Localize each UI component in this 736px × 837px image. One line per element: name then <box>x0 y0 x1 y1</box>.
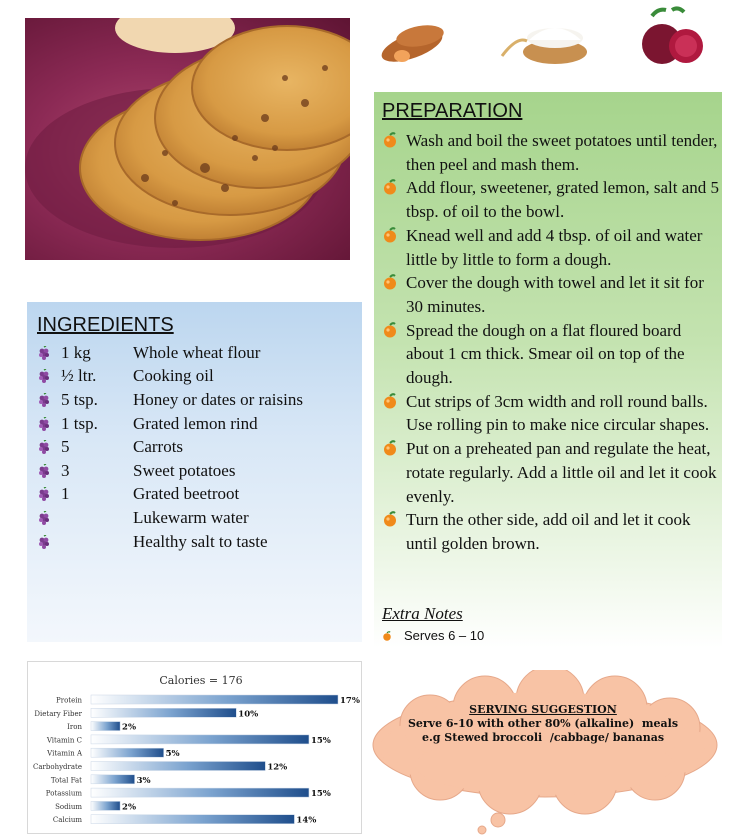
chart-value-label: 10% <box>238 709 259 720</box>
preparation-steps <box>382 129 722 556</box>
preparation-step <box>382 437 722 508</box>
chart-value-label: 15% <box>310 789 331 800</box>
preparation-title: PREPARATION <box>382 100 523 122</box>
chart-bar <box>91 735 309 744</box>
chart-bar <box>91 762 265 771</box>
step-text: Knead well and add 4 tbsp. of oil and water little by little to form a dough. <box>406 225 703 269</box>
chart-bar <box>91 695 338 704</box>
preparation-step <box>382 319 722 390</box>
step-text: Spread the dough on a flat floured board about 1 cm thick. Smear oil on top of the dough. <box>406 320 685 388</box>
orange-fruit-icon <box>382 179 398 195</box>
grape-icon <box>37 369 51 383</box>
nutrition-chart-svg <box>28 662 363 835</box>
ingredient-qty: ½ ltr. <box>61 366 97 386</box>
chart-category-label: Sodium <box>55 802 82 811</box>
serving-suggestion-cloud <box>370 670 720 835</box>
preparation-step <box>382 224 722 271</box>
preparation-step <box>382 508 722 555</box>
chart-category-label: Protein <box>56 696 82 705</box>
step-text: Turn the other side, add oil and let it cook until golden brown. <box>406 510 691 553</box>
ingredient-item <box>37 412 303 436</box>
extra-note-item <box>382 628 484 643</box>
ingredient-item <box>37 506 303 530</box>
ingredient-item <box>37 459 303 483</box>
ingredients-list <box>37 341 303 553</box>
orange-fruit-icon <box>382 132 398 148</box>
chart-value-label: 5% <box>165 749 180 760</box>
ingredient-name: Carrots <box>133 437 184 457</box>
ingredients-title: INGREDIENTS <box>37 314 174 336</box>
chart-category-label: Iron <box>67 723 82 732</box>
roti-photo <box>25 18 350 260</box>
chart-title: Calories = 176 <box>159 674 243 687</box>
step-text: Wash and boil the sweet potatoes until tender, then peel and mash them. <box>406 131 718 174</box>
nutrition-chart <box>27 661 362 834</box>
ingredient-name: Honey or dates or raisins <box>133 389 303 409</box>
orange-fruit-icon <box>382 511 398 527</box>
chart-bar <box>91 748 164 757</box>
chart-category-label: Carbohydrate <box>33 763 82 771</box>
ingredient-name: Grated lemon rind <box>133 413 258 433</box>
chart-category-label: Potassium <box>45 789 82 798</box>
chart-bar <box>91 801 120 810</box>
chart-value-label: 12% <box>267 762 288 773</box>
ingredient-item <box>37 365 303 389</box>
orange-fruit-icon <box>382 322 398 338</box>
ingredient-item <box>37 483 303 507</box>
chart-value-label: 2% <box>122 802 137 813</box>
ingredient-qty: 1 tsp. <box>61 413 98 433</box>
ingredient-name: Cooking oil <box>133 366 214 386</box>
ingredient-name: Healthy salt to taste <box>133 531 268 551</box>
preparation-step <box>382 271 722 318</box>
serving-suggestion-text <box>398 703 688 745</box>
ingredient-qty: 5 tsp. <box>61 389 98 409</box>
chart-value-label: 17% <box>340 696 360 706</box>
grape-icon <box>37 487 51 501</box>
ingredient-name: Lukewarm water <box>133 507 249 527</box>
ingredient-thumbnails <box>372 6 722 72</box>
beetroot-image <box>622 6 722 70</box>
preparation-step <box>382 129 722 176</box>
step-text: Add flour, sweetener, grated lemon, salt and 5 tbsp. of oil to the bowl. <box>406 178 720 222</box>
orange-fruit-icon <box>382 631 392 641</box>
step-text: Cut strips of 3cm width and roll round balls. Use rolling pin to make nice circular shapes. <box>406 391 710 435</box>
ingredient-qty: 1 <box>61 484 70 504</box>
ingredient-name: Sweet potatoes <box>133 460 236 480</box>
step-text: Put on a preheated pan and regulate the heat, rotate regularly. Add a little oil and let it cook evenly. <box>406 439 717 506</box>
preparation-step <box>382 176 722 223</box>
chart-category-label: Vitamin A <box>47 749 82 758</box>
chart-bar <box>91 815 294 824</box>
ingredient-qty: 1 kg <box>61 342 91 362</box>
ingredient-item <box>37 388 303 412</box>
preparation-panel <box>374 92 722 648</box>
step-text: Cover the dough with towel and let it sit for 30 minutes. <box>406 273 704 316</box>
extra-notes-title: Extra Notes <box>382 604 463 623</box>
grape-icon <box>37 417 51 431</box>
flour-image <box>497 6 597 70</box>
chart-bar <box>91 722 120 731</box>
grape-icon <box>37 511 51 525</box>
serving-suggestion-title: SERVING SUGGESTION <box>469 703 617 716</box>
grape-icon <box>37 393 51 407</box>
ingredient-name: Grated beetroot <box>133 484 240 504</box>
orange-fruit-icon <box>382 227 398 243</box>
grape-icon <box>37 535 51 549</box>
roti-image <box>25 18 350 260</box>
orange-fruit-icon <box>382 440 398 456</box>
cloud-shape <box>370 670 720 835</box>
chart-category-label: Vitamin C <box>46 736 82 745</box>
chart-bars <box>33 695 360 826</box>
chart-value-label: 3% <box>136 775 151 786</box>
chart-bar <box>91 788 309 797</box>
ingredient-item <box>37 435 303 459</box>
chart-bar <box>91 775 135 784</box>
serving-suggestion-line: Serve 6-10 with other 80% (alkaline) meals <box>407 717 679 730</box>
ingredient-qty: 3 <box>61 460 70 480</box>
chart-category-label: Dietary Fiber <box>34 709 82 718</box>
chart-category-label: Calcium <box>52 816 82 825</box>
chart-value-label: 2% <box>122 722 137 733</box>
serving-suggestion-line: e.g Stewed broccoli /cabbage/ bananas <box>421 731 665 744</box>
ingredient-name: Whole wheat flour <box>133 342 261 362</box>
chart-bar <box>91 708 236 717</box>
grape-icon <box>37 440 51 454</box>
ingredients-panel <box>27 302 362 642</box>
extra-note-text: Serves 6 – 10 <box>404 628 485 643</box>
preparation-step <box>382 390 722 437</box>
orange-fruit-icon <box>382 274 398 290</box>
sweet-potato-image <box>372 6 472 70</box>
chart-value-label: 15% <box>310 735 331 746</box>
chart-category-label: Total Fat <box>50 776 82 785</box>
grape-icon <box>37 346 51 360</box>
ingredient-item <box>37 341 303 365</box>
orange-fruit-icon <box>382 393 398 409</box>
ingredient-item <box>37 530 303 554</box>
chart-value-label: 14% <box>296 815 317 826</box>
ingredient-qty: 5 <box>61 437 70 457</box>
grape-icon <box>37 464 51 478</box>
